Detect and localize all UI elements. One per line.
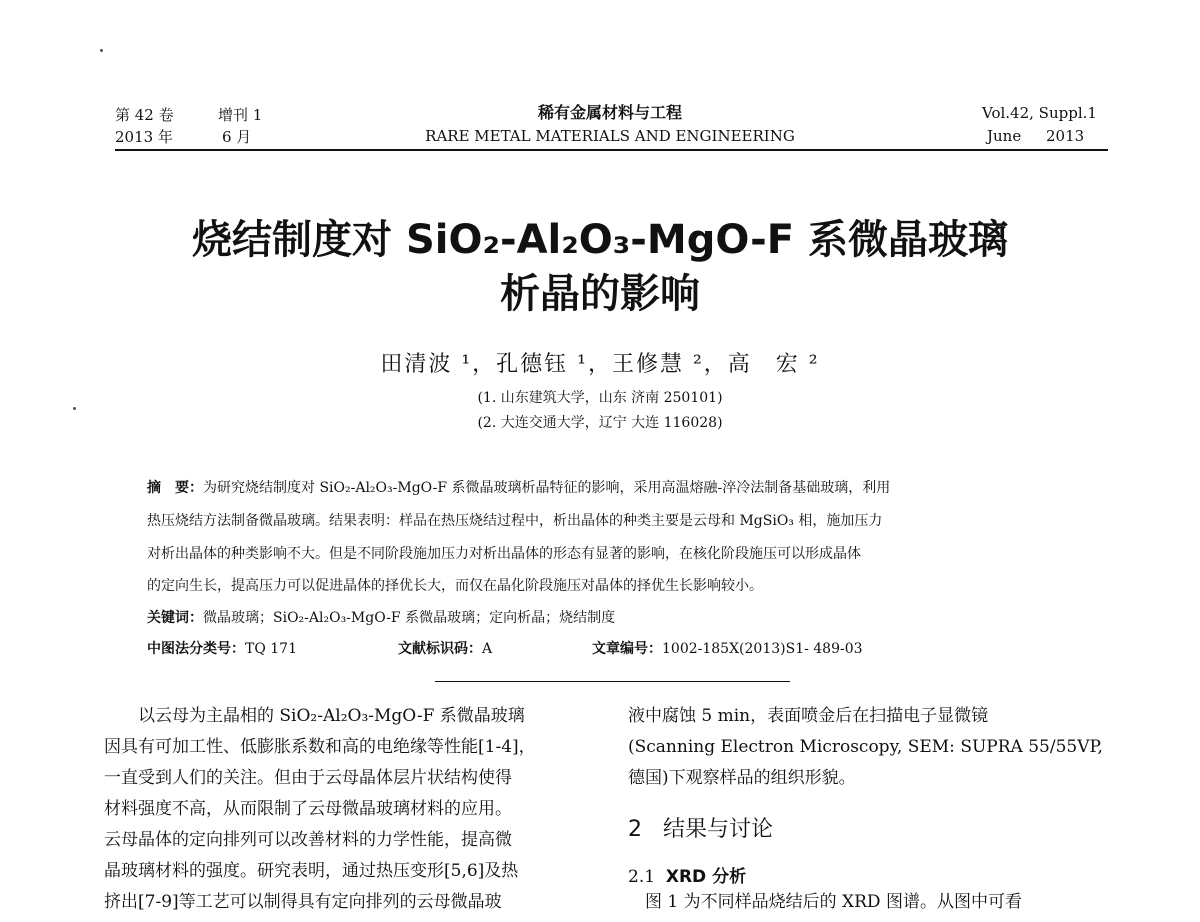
article-number — [592, 640, 952, 659]
authors: 田清波 ¹，孔德钰 ¹，王修慧 ²，高 宏 ² — [380, 352, 820, 377]
body-line: 图 1 为不同样品烧结后的 XRD 图谱。从图中可看 — [628, 892, 1022, 912]
abstract-rule — [435, 681, 790, 682]
body-line: (Scanning Electron Microscopy, SEM: SUPRA 55/55VP, — [628, 737, 1103, 757]
clc-label: 中图法分类号： — [147, 641, 245, 657]
scan-speck — [100, 49, 103, 52]
subsection-title: XRD 分析 — [665, 867, 747, 887]
header-rule — [115, 149, 1108, 151]
header-month: 6 月 — [222, 128, 252, 146]
article-number-label: 文章编号： — [592, 641, 662, 657]
keywords — [147, 609, 1077, 628]
article-number-value: 1002-185X(2013)S1- 489-03 — [662, 641, 863, 657]
paper-title-line2: 析晶的影响 — [500, 271, 700, 317]
header-issue: 增刊 1 — [218, 106, 263, 124]
clc-code — [147, 640, 387, 659]
journal-title-en: RARE METAL MATERIALS AND ENGINEERING — [425, 127, 795, 145]
section-number: 2 — [628, 817, 642, 842]
body-line: 晶玻璃材料的强度。研究表明，通过热压变形[5,6]及热 — [104, 861, 519, 881]
header-year: 2013 年 — [115, 128, 173, 146]
affiliation-2: (2. 大连交通大学，辽宁 大连 116028) — [477, 415, 723, 431]
body-line: 以云母为主晶相的 SiO₂-Al₂O₃-MgO-F 系微晶玻璃 — [104, 706, 525, 726]
abstract-line: 热压烧结方法制备微晶玻璃。结果表明：样品在热压烧结过程中，析出晶体的种类主要是云母和 MgSiO₃ 相，施加压力 — [147, 513, 883, 529]
keywords-text: 微晶玻璃；SiO₂-Al₂O₃-MgO-F 系微晶玻璃；定向析晶；烧结制度 — [203, 610, 616, 626]
body-line: 液中腐蚀 5 min，表面喷金后在扫描电子显微镜 — [628, 706, 989, 726]
affiliation-1: (1. 山东建筑大学，山东 济南 250101) — [477, 390, 723, 406]
body-line: 因具有可加工性、低膨胀系数和高的电绝缘等性能[1-4]， — [104, 737, 536, 757]
subsection-heading — [628, 862, 746, 887]
header-volume: 第 42 卷 — [115, 106, 174, 124]
document-code-value: A — [482, 641, 493, 657]
header-year-en: 2013 — [1046, 127, 1085, 145]
journal-title-cn: 稀有金属材料与工程 — [537, 103, 682, 122]
subsection-number: 2.1 — [628, 867, 656, 887]
abstract-label: 摘 要： — [147, 480, 203, 496]
body-line: 挤出[7-9]等工艺可以制得具有定向排列的云母微晶玻 — [104, 892, 502, 912]
header-month-en: June — [987, 127, 1022, 145]
keywords-label: 关键词： — [147, 610, 203, 626]
document-code-label: 文献标识码： — [398, 641, 482, 657]
body-line: 德国)下观察样品的组织形貌。 — [628, 768, 856, 788]
body-line: 一直受到人们的关注。但由于云母晶体层片状结构使得 — [104, 768, 512, 788]
document-code — [398, 640, 558, 659]
scan-speck — [73, 407, 76, 410]
abstract-line: 的定向生长，提高压力可以促进晶体的择优长大，而仅在晶化阶段施压对晶体的择优生长影响较小。 — [147, 578, 763, 594]
clc-value: TQ 171 — [245, 641, 297, 657]
body-line: 材料强度不高，从而限制了云母微晶玻璃材料的应用。 — [104, 799, 512, 819]
abstract-line — [147, 479, 1077, 498]
abstract-line: 对析出晶体的种类影响不大。但是不同阶段施加压力对析出晶体的形态有显著的影响，在核化阶段施压可以形成晶体 — [147, 546, 861, 562]
paper-title-line1: 烧结制度对 SiO₂-Al₂O₃-MgO-F 系微晶玻璃 — [192, 217, 1008, 263]
section-heading — [628, 812, 773, 843]
header-volume-en: Vol.42, Suppl.1 — [982, 104, 1097, 122]
body-line: 云母晶体的定向排列可以改善材料的力学性能，提高微 — [104, 830, 512, 850]
section-title: 结果与讨论 — [662, 817, 773, 842]
abstract-text: 为研究烧结制度对 SiO₂-Al₂O₃-MgO-F 系微晶玻璃析晶特征的影响，采用高温熔融-淬冷法制备基础玻璃，利用 — [203, 480, 891, 496]
